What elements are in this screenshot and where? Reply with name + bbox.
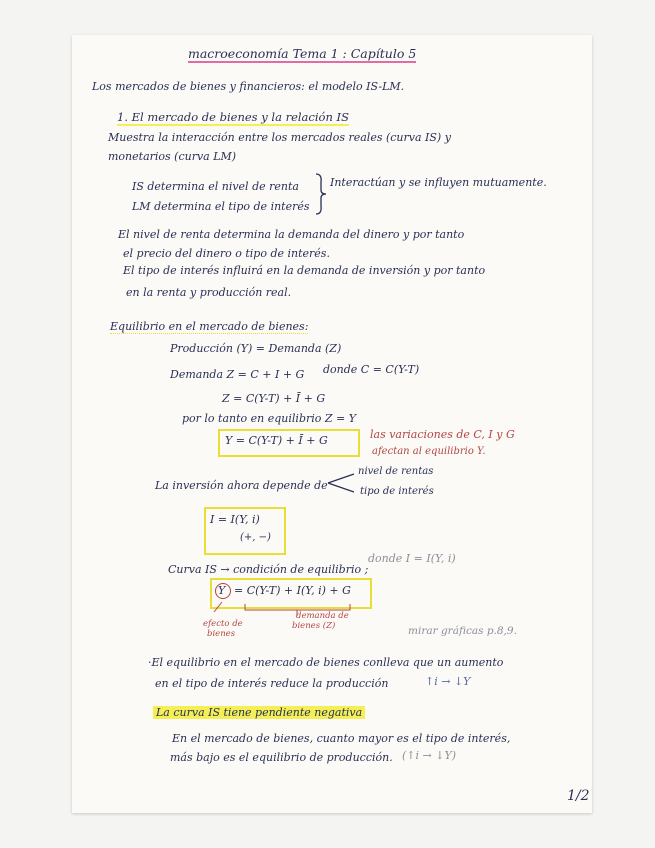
- page-number: 1/2: [567, 788, 590, 804]
- is-equation: = C(Y-T) + I(Y, i) + G: [234, 584, 351, 597]
- brace-icon: [314, 172, 328, 216]
- section-heading-text: 1. El mercado de bienes y la relación IS: [117, 110, 349, 124]
- bullet-line-1: ·El equilibrio en el mercado de bienes conlleva que un aumento: [148, 656, 504, 669]
- intro-line-2: monetarios (curva LM): [108, 150, 237, 163]
- interact-note: Interactúan y se influyen mutuamente.: [330, 176, 547, 189]
- is-equation-y: Y: [218, 584, 226, 597]
- label-effect-line-1: efecto de: [203, 619, 243, 629]
- note-line-1: las variaciones de C, I y G: [370, 428, 515, 441]
- is-slope-highlight: La curva IS tiene pendiente negativa: [153, 706, 365, 719]
- lm-line: LM determina el tipo de interés: [132, 200, 310, 213]
- equilibrium-heading: [110, 320, 308, 333]
- final-line-1: En el mercado de bienes, cuanto mayor es el tipo de interés,: [172, 732, 511, 745]
- investment-signs: (+, −): [240, 532, 271, 543]
- is-curve-line: Curva IS → condición de equilibrio ;: [168, 563, 369, 576]
- is-curve-where: donde I = I(Y, i): [368, 552, 456, 565]
- para1-line-1: El nivel de renta determina la demanda del dinero y por tanto: [118, 228, 465, 241]
- note-line-2: afectan al equilibrio Y.: [372, 446, 486, 457]
- investment-equation: I = I(Y, i): [210, 513, 260, 526]
- para2-line-1: El tipo de interés influirá en la demanda de inversión y por tanto: [123, 264, 486, 277]
- branch-income: nivel de rentas: [358, 466, 434, 477]
- bullet-arrow: ↑i → ↓Y: [425, 675, 471, 688]
- para2-line-2: en la renta y producción real.: [126, 286, 292, 299]
- investment-line: La inversión ahora depende de: [155, 479, 328, 492]
- branch-arrow-icon: [326, 470, 358, 496]
- intro-line-1: Muestra la interacción entre los mercados reales (curva IS) y: [108, 131, 451, 144]
- graph-reference: mirar gráficas p.8,9.: [408, 625, 517, 637]
- equation-demand: Demanda Z = C + I + G: [170, 368, 305, 381]
- is-line: IS determina el nivel de renta: [132, 180, 299, 193]
- branch-interest: tipo de interés: [360, 486, 434, 497]
- equation-equilibrium: por lo tanto en equilibrio Z = Y: [182, 412, 356, 425]
- equation-z: Z = C(Y-T) + Ī + G: [222, 392, 326, 405]
- para1-line-2: el precio del dinero o tipo de interés.: [123, 247, 330, 260]
- label-demand-line-1: demanda de: [296, 611, 349, 621]
- label-effect-line-2: bienes: [207, 629, 236, 639]
- equation-production: Producción (Y) = Demanda (Z): [170, 342, 342, 355]
- label-demand-line-2: bienes (Z): [292, 621, 336, 631]
- equation-consumption: donde C = C(Y-T): [323, 363, 420, 376]
- final-arrow: (↑i → ↓Y): [402, 749, 457, 762]
- page-title: macroeconomía Tema 1 : Capítulo 5: [188, 46, 417, 61]
- equilibrium-heading-text: Equilibrio en el mercado de bienes:: [110, 320, 309, 333]
- bullet-line-2: en el tipo de interés reduce la producción: [155, 677, 389, 690]
- final-line-2: más bajo es el equilibrio de producción.: [170, 751, 393, 764]
- subtitle: Los mercados de bienes y financieros: el modelo IS-LM.: [92, 80, 405, 93]
- section-heading: [117, 110, 349, 124]
- boxed-equation: Y = C(Y-T) + Ī + G: [225, 434, 328, 447]
